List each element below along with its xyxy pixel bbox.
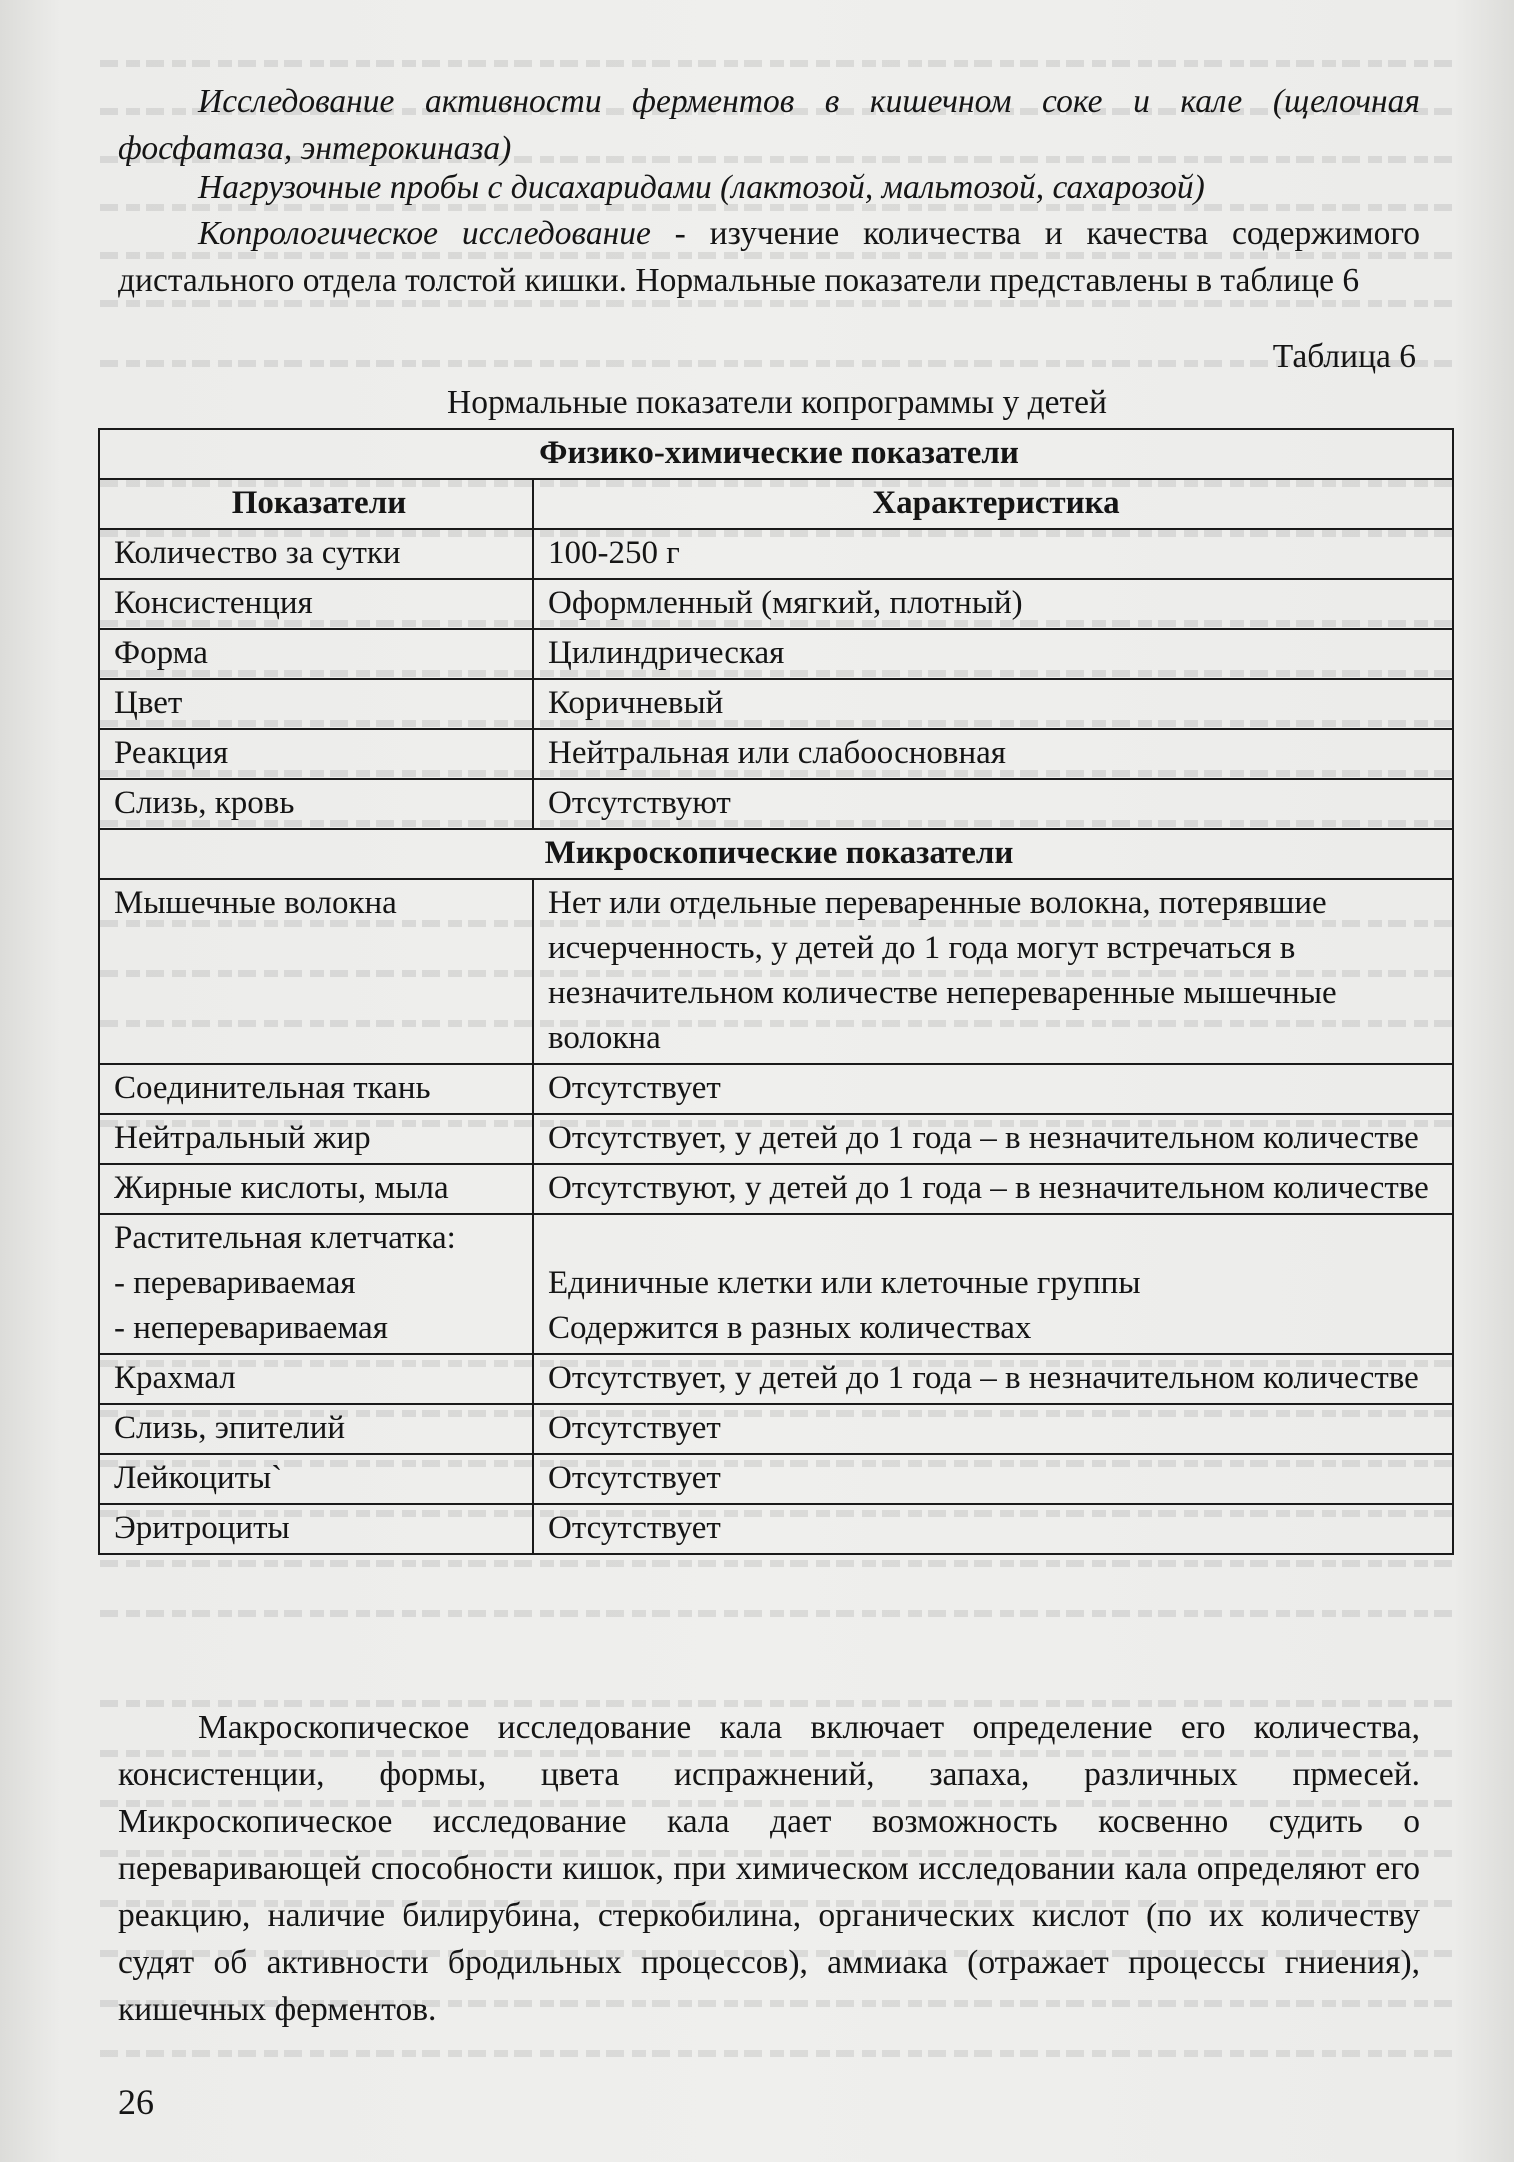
row-label: Реакция: [99, 729, 533, 779]
table-row: [99, 729, 1453, 779]
table-row: [99, 579, 1453, 629]
closing-paragraph: Макроскопическое исследование кала включает определение его количества, консистенции, формы, цвета испражнений, запаха, различных прмесей. Микроскопическое исследование кала дает возможность косвенно судить о переваривающей способности кишок, при химическом исследовании кала определяют его реакцию, наличие билирубина, стеркобилина, органических кислот (по их количеству судят об активности бродильных процессов), аммиака (отражает процессы гниения), кишечных ферментов.: [118, 1709, 1420, 2028]
table-row: [99, 1214, 1453, 1354]
row-label: Цвет: [99, 679, 533, 729]
row-value: 100-250 г: [533, 529, 1453, 579]
coprology-term: Копрологическое исследование: [198, 215, 651, 252]
row-value: Отсутствует, у детей до 1 года – в незначительном количестве: [533, 1114, 1453, 1164]
table-row: [99, 1354, 1453, 1404]
row-label: Лейкоциты`: [99, 1454, 533, 1504]
row-label: Количество за сутки: [99, 529, 533, 579]
header-row: [99, 479, 1453, 529]
row-label: Слизь, кровь: [99, 779, 533, 829]
table-label: Таблица 6: [1272, 338, 1416, 375]
intro-paragraph-load-tests: Нагрузочные пробы с дисахаридами (лактозой, мальтозой, сахарозой): [198, 169, 1205, 206]
table-row: [99, 1404, 1453, 1454]
table-row: [99, 629, 1453, 679]
fiber-sub-indigestible: - неперевариваемая: [114, 1310, 388, 1346]
table-row: [99, 529, 1453, 579]
page-number: 26: [118, 2082, 154, 2122]
table-row: [99, 1064, 1453, 1114]
row-label: Форма: [99, 629, 533, 679]
row-value: Коричневый: [533, 679, 1453, 729]
intro-paragraph-enzymes: Исследование активности ферментов в кишечном соке и кале (щелочная фосфатаза, энтерокиназа): [118, 83, 1420, 167]
row-label: [99, 1214, 533, 1354]
section-row-microscopic: [99, 829, 1453, 879]
table-row: [99, 1504, 1453, 1554]
section-heading: Микроскопические показатели: [99, 829, 1453, 879]
row-value: Отсутствует: [533, 1454, 1453, 1504]
table-title: Нормальные показатели копрограммы у детей: [447, 384, 1107, 421]
table-row: [99, 1454, 1453, 1504]
row-label: Соединительная ткань: [99, 1064, 533, 1114]
coprogram-table: [98, 428, 1454, 1555]
fiber-sub-digestible: - перевариваемая: [114, 1265, 356, 1301]
row-value: Нет или отдельные переваренные волокна, потерявшие исчерченность, у детей до 1 года могут встречаться в незначительном количестве непереваренные мышечные волокна: [533, 879, 1453, 1064]
row-value: Оформленный (мягкий, плотный): [533, 579, 1453, 629]
row-value: Отсутствует: [533, 1064, 1453, 1114]
row-value: Отсутствуют, у детей до 1 года – в незначительном количестве: [533, 1164, 1453, 1214]
fiber-heading: Растительная клетчатка:: [114, 1220, 456, 1256]
row-value: Отсутствуют: [533, 779, 1453, 829]
table-row: [99, 779, 1453, 829]
row-value: Отсутствует: [533, 1504, 1453, 1554]
row-label: Жирные кислоты, мыла: [99, 1164, 533, 1214]
table-row: [99, 1164, 1453, 1214]
row-value: Нейтральная или слабоосновная: [533, 729, 1453, 779]
table-row: [99, 1114, 1453, 1164]
row-label: Мышечные волокна: [99, 879, 533, 1064]
coprology-definition: - изучение количества и качества содержимого дистального отдела толстой кишки. Нормальные показатели представлены в таблице 6: [118, 215, 1420, 299]
intro-paragraph-coprology: [118, 210, 1420, 304]
row-label: Нейтральный жир: [99, 1114, 533, 1164]
row-value: [533, 1214, 1453, 1354]
fiber-indigestible-value: Содержится в разных количествах: [548, 1310, 1032, 1346]
row-value: Отсутствует, у детей до 1 года – в незначительном количестве: [533, 1354, 1453, 1404]
row-label: Эритроциты: [99, 1504, 533, 1554]
section-heading: Физико-химические показатели: [99, 429, 1453, 479]
column-header: Показатели: [99, 479, 533, 529]
row-label: Слизь, эпителий: [99, 1404, 533, 1454]
fiber-digestible-value: Единичные клетки или клеточные группы: [548, 1265, 1141, 1301]
row-label: Консистенция: [99, 579, 533, 629]
section-row-physical: [99, 429, 1453, 479]
row-value: Цилиндрическая: [533, 629, 1453, 679]
table-row: [99, 879, 1453, 1064]
table-row: [99, 679, 1453, 729]
row-value: Отсутствует: [533, 1404, 1453, 1454]
row-label: Крахмал: [99, 1354, 533, 1404]
column-header: Характеристика: [533, 479, 1453, 529]
